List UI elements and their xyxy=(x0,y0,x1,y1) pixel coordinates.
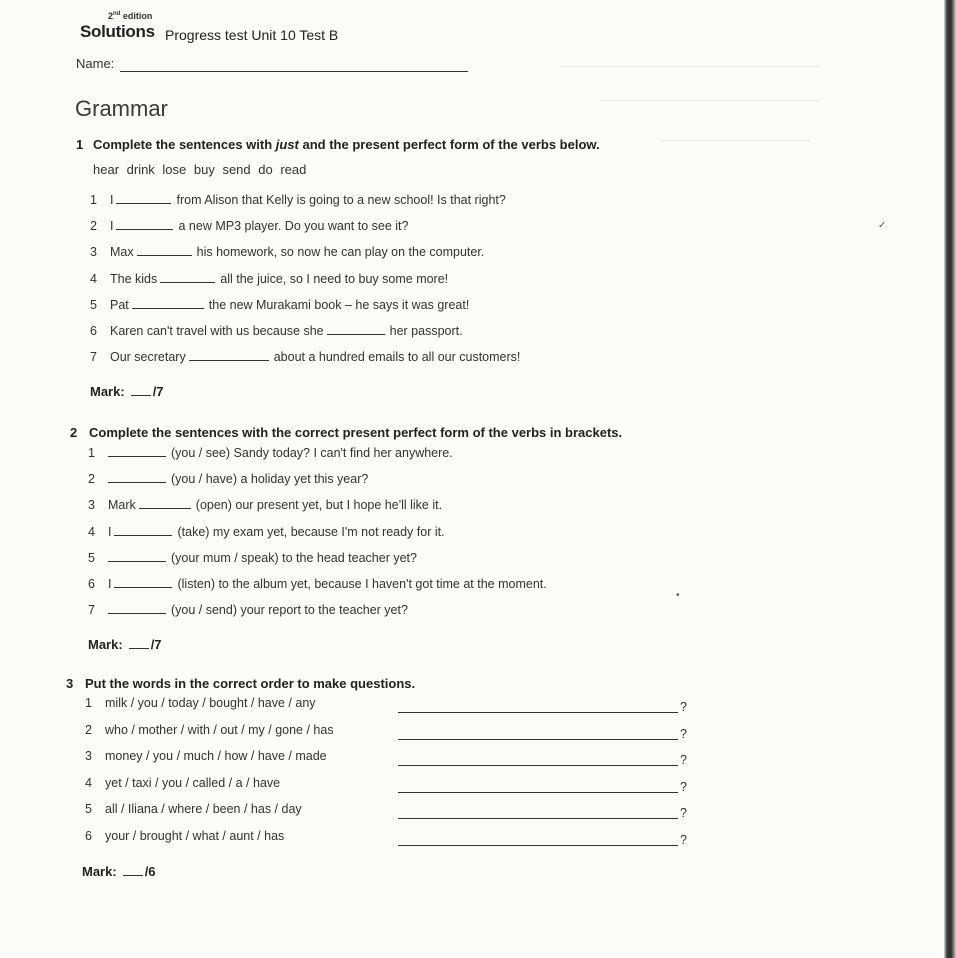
mark-blank[interactable] xyxy=(123,864,143,876)
item-text-after: a new MP3 player. Do you want to see it? xyxy=(178,219,409,234)
item-number: 5 xyxy=(88,550,95,565)
word-bank: hear drink lose buy send do read xyxy=(93,162,307,177)
answer-blank[interactable] xyxy=(114,524,172,536)
item-text-after: (you / send) your report to the teacher yet? xyxy=(171,603,408,618)
answer-blank[interactable] xyxy=(108,550,166,562)
item-text-after: (you / have) a holiday yet this year? xyxy=(171,472,369,487)
question-mark: ? xyxy=(680,779,687,794)
item-number: 5 xyxy=(85,802,92,817)
list-item xyxy=(90,323,463,338)
item-text-before: Mark xyxy=(108,498,136,513)
brand-logo: Solutions xyxy=(80,22,155,41)
answer-blank[interactable] xyxy=(137,244,192,256)
word-prompt: all / Iliana / where / been / has / day xyxy=(105,802,302,817)
list-item xyxy=(90,192,506,207)
item-text-after: from Alison that Kelly is going to a new school! Is that right? xyxy=(176,193,506,207)
item-number: 4 xyxy=(90,271,97,286)
mark-total: /6 xyxy=(144,864,156,879)
item-text-before: I xyxy=(110,219,114,234)
list-item xyxy=(85,802,302,816)
mark-blank[interactable] xyxy=(131,384,151,396)
mark-total: /7 xyxy=(150,637,162,652)
exercise-number: 2 xyxy=(70,425,78,440)
item-number: 2 xyxy=(90,219,97,234)
item-text-before: I xyxy=(110,193,114,207)
edition-label: 2nd edition xyxy=(108,11,153,21)
item-number: 1 xyxy=(88,446,95,460)
mark-total: /7 xyxy=(152,384,164,399)
mark-box xyxy=(88,637,162,652)
list-item xyxy=(88,602,408,617)
item-number: 2 xyxy=(88,472,95,487)
answer-line[interactable] xyxy=(398,792,678,793)
answer-blank[interactable] xyxy=(132,297,204,309)
name-label: Name: xyxy=(76,56,115,71)
item-number: 7 xyxy=(90,350,97,365)
list-item xyxy=(90,349,520,364)
exercise-instruction: Complete the sentences with just and the present perfect form of the verbs below. xyxy=(93,137,600,152)
item-text-before: I xyxy=(108,577,112,591)
item-text-before: I xyxy=(108,524,112,539)
list-item xyxy=(88,550,417,565)
page-title: Progress test Unit 10 Test B xyxy=(165,27,339,43)
answer-blank[interactable] xyxy=(139,497,191,509)
list-item xyxy=(88,471,368,486)
item-number: 4 xyxy=(85,775,92,790)
item-number: 3 xyxy=(85,749,92,764)
list-item xyxy=(85,696,316,710)
exercise-number: 3 xyxy=(66,676,74,691)
answer-blank[interactable] xyxy=(189,349,269,361)
answer-blank[interactable] xyxy=(108,602,166,614)
answer-line[interactable] xyxy=(398,845,678,846)
section-heading: Grammar xyxy=(75,96,168,121)
item-text-before: Pat xyxy=(110,297,129,312)
word-prompt: money / you / much / how / have / made xyxy=(105,749,327,764)
item-number: 4 xyxy=(88,524,95,539)
question-mark: ? xyxy=(680,806,687,821)
list-item xyxy=(90,297,469,312)
list-item xyxy=(88,497,442,512)
exercise-instruction: Complete the sentences with the correct present perfect form of the verbs in brackets. xyxy=(89,425,623,440)
list-item xyxy=(85,749,327,763)
list-item xyxy=(90,218,408,233)
item-number: 1 xyxy=(90,193,97,207)
item-number: 6 xyxy=(88,577,95,591)
question-mark: ? xyxy=(680,753,687,768)
item-text-after: (open) our present yet, but I hope he'll like it. xyxy=(195,498,443,513)
answer-line[interactable] xyxy=(398,739,678,740)
exercise-instruction: Put the words in the correct order to make questions. xyxy=(85,676,416,691)
word-prompt: milk / you / today / bought / have / any xyxy=(105,696,316,710)
item-number: 6 xyxy=(90,324,97,338)
answer-blank[interactable] xyxy=(116,218,173,230)
mark-label: Mark: xyxy=(82,864,117,879)
mark-blank[interactable] xyxy=(129,637,149,649)
exercise-number: 1 xyxy=(76,137,84,152)
answer-blank[interactable] xyxy=(160,271,215,283)
item-text-before: Karen can't travel with us because she xyxy=(110,324,324,338)
item-text-after: (you / see) Sandy today? I can't find her anywhere. xyxy=(171,446,453,460)
list-item xyxy=(85,776,280,790)
item-text-after: his homework, so now he can play on the computer. xyxy=(196,245,485,260)
question-mark: ? xyxy=(680,726,687,741)
question-mark: ? xyxy=(680,700,687,714)
item-text-before: Our secretary xyxy=(110,350,186,365)
item-number: 3 xyxy=(90,245,97,260)
answer-line[interactable] xyxy=(398,765,678,766)
mark-box xyxy=(82,864,156,879)
answer-blank[interactable] xyxy=(327,323,385,335)
list-item xyxy=(90,271,448,286)
item-number: 6 xyxy=(85,829,92,843)
answer-blank[interactable] xyxy=(108,445,166,457)
item-number: 3 xyxy=(88,498,95,513)
list-item xyxy=(88,524,445,539)
item-text-after: (your mum / speak) to the head teacher yet? xyxy=(171,550,417,565)
answer-line[interactable] xyxy=(398,712,678,713)
item-number: 2 xyxy=(85,722,92,737)
answer-blank[interactable] xyxy=(116,192,171,204)
list-item xyxy=(85,723,334,737)
question-mark: ? xyxy=(680,833,687,847)
scan-speck: ✓ xyxy=(878,220,887,231)
name-field[interactable] xyxy=(120,71,468,72)
word-prompt: your / brought / what / aunt / has xyxy=(105,829,285,843)
item-text-after: the new Murakami book – he says it was great! xyxy=(208,297,470,312)
answer-blank[interactable] xyxy=(108,471,166,483)
item-text-before: The kids xyxy=(110,271,158,286)
list-item xyxy=(85,829,284,843)
list-item xyxy=(88,576,547,591)
mark-box xyxy=(90,384,164,399)
list-item xyxy=(88,445,453,460)
answer-blank[interactable] xyxy=(114,576,172,588)
item-text-after: her passport. xyxy=(389,324,463,338)
item-number: 7 xyxy=(88,603,95,618)
scan-edge-shadow xyxy=(944,0,956,958)
item-text-after: (take) my exam yet, because I'm not ready for it. xyxy=(177,524,445,539)
word-prompt: yet / taxi / you / called / a / have xyxy=(105,775,281,790)
word-prompt: who / mother / with / out / my / gone / has xyxy=(105,722,334,737)
item-text-after: about a hundred emails to all our customers! xyxy=(273,350,521,365)
list-item xyxy=(90,244,484,259)
item-text-after: (listen) to the album yet, because I haven't got time at the moment. xyxy=(177,577,547,591)
item-number: 5 xyxy=(90,297,97,312)
scan-noise xyxy=(600,100,820,101)
item-number: 1 xyxy=(85,696,92,710)
scan-speck: • xyxy=(676,590,680,601)
mark-label: Mark: xyxy=(90,384,125,399)
mark-label: Mark: xyxy=(88,637,123,652)
item-text-before: Max xyxy=(110,245,134,260)
scan-noise xyxy=(660,140,810,141)
scan-noise xyxy=(560,66,820,67)
item-text-after: all the juice, so I need to buy some more! xyxy=(220,271,449,286)
answer-line[interactable] xyxy=(398,818,678,819)
